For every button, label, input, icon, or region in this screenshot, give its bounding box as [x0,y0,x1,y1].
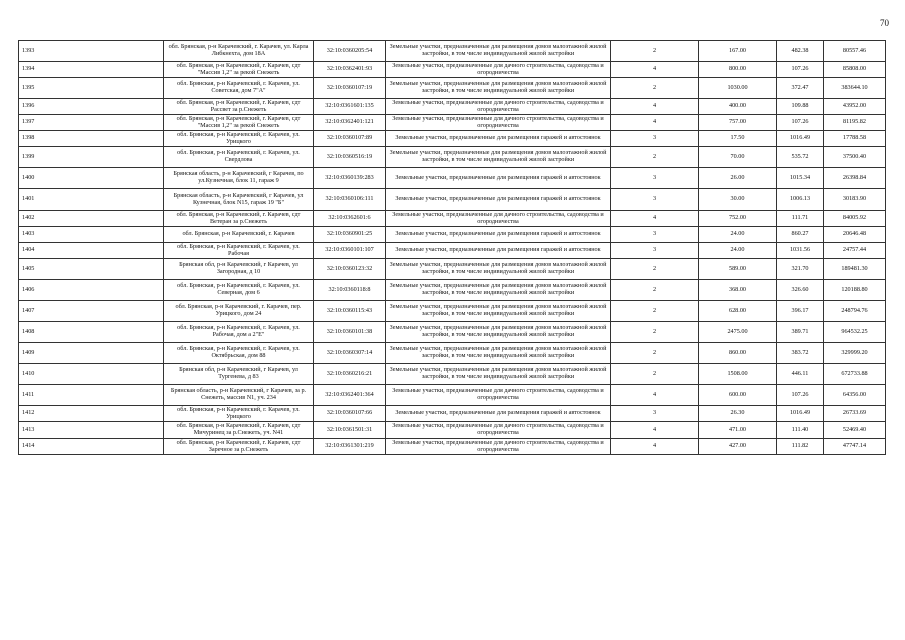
cell-cadastral: 32:10:0360901:25 [314,227,386,243]
cell-cadastral: 32:10:0360123:32 [314,259,386,280]
cell-cadastral: 32:10:0360107:89 [314,131,386,147]
cell-value: 20646.48 [824,227,886,243]
cell-rate: 389.71 [777,322,824,343]
cell-rate: 372.47 [777,78,824,99]
cell-rate: 535.72 [777,147,824,168]
cell-group: 2 [611,343,699,364]
cell-address: обл. Брянская, р-н Карачевский, г. Карачев, сдт Ветеран за р.Снежеть [164,211,314,227]
cell-num: 1408 [19,322,164,343]
table-row [19,99,886,115]
cell-use: Земельные участки, предназначенные для размещения домов малоэтажной жилой застройки, в том числе индивидуальной жилой застройки [386,147,611,168]
cell-rate: 482.38 [777,41,824,62]
table-row [19,41,886,62]
cell-area: 24.00 [699,227,777,243]
cell-value: 17788.58 [824,131,886,147]
cell-num: 1395 [19,78,164,99]
cell-use: Земельные участки, предназначенные для размещения домов малоэтажной жилой застройки, в том числе индивидуальной жилой застройки [386,322,611,343]
cell-address: обл. Брянская, р-н Карачевский, г. Карачев, ул. Октябрьская, дом 88 [164,343,314,364]
cell-group: 4 [611,439,699,455]
cell-group: 3 [611,406,699,422]
cell-num: 1407 [19,301,164,322]
cell-address: обл. Брянская, р-н Карачевский, г. Карачев [164,227,314,243]
cell-rate: 1016.49 [777,131,824,147]
cell-value: 120188.80 [824,280,886,301]
cell-area: 589.00 [699,259,777,280]
cell-rate: 107.26 [777,385,824,406]
cell-rate: 111.71 [777,211,824,227]
cell-cadastral: 32:10:0360139:283 [314,168,386,189]
cell-num: 1410 [19,364,164,385]
cell-rate: 860.27 [777,227,824,243]
cell-area: 427.00 [699,439,777,455]
cell-address: обл. Брянская, р-н Карачевский, г. Карачев, ул. Урицкого [164,406,314,422]
cell-address: Брянская область, р-н Карачевский, г Карачев, по ул.Кузнечная, блок 11, гараж 9 [164,168,314,189]
cell-use: Земельные участки, предназначенные для дачного строительства, садоводства и огородничества [386,422,611,439]
cell-rate: 326.60 [777,280,824,301]
cell-group: 4 [611,99,699,115]
cadastral-value-table [18,40,886,455]
cell-value: 248794.76 [824,301,886,322]
cell-num: 1399 [19,147,164,168]
cell-group: 4 [611,422,699,439]
cell-area: 400.00 [699,99,777,115]
cell-use: Земельные участки, предназначенные для размещения домов малоэтажной жилой застройки, в том числе индивидуальной жилой застройки [386,259,611,280]
cell-group: 2 [611,322,699,343]
cell-value: 189481.30 [824,259,886,280]
cell-group: 3 [611,168,699,189]
cell-address: Брянская область, р-н Карачевский, г Карачев, за р. Снежеть, массив N1, уч. 234 [164,385,314,406]
cell-group: 3 [611,131,699,147]
cell-cadastral: 32:10:0361601:135 [314,99,386,115]
table-row [19,259,886,280]
cell-value: 85808.00 [824,62,886,78]
cell-address: обл. Брянская, р-н Карачевский, г. Карачев, сдт "Массив 1,2" за рекой Снежеть [164,115,314,131]
cell-group: 2 [611,280,699,301]
cell-use: Земельные участки, предназначенные для размещения домов малоэтажной жилой застройки, в том числе индивидуальной жилой застройки [386,301,611,322]
cell-group: 2 [611,301,699,322]
cell-value: 47747.14 [824,439,886,455]
cell-area: 600.00 [699,385,777,406]
cell-cadastral: 32:10:0360101:107 [314,243,386,259]
table-row [19,115,886,131]
cell-cadastral: 32:10:0360107:66 [314,406,386,422]
cell-rate: 446.11 [777,364,824,385]
cell-num: 1405 [19,259,164,280]
cell-num: 1397 [19,115,164,131]
table-row [19,131,886,147]
cell-value: 52469.40 [824,422,886,439]
table-row [19,301,886,322]
cell-address: обл. Брянская, р-н Карачевский, г. Карачев, ул. Карла Либкнехта, дом 18А [164,41,314,62]
cell-rate: 107.26 [777,62,824,78]
cell-address: Брянская обл, р-н Карачевский, г Карачев, ул Тургенева, д 83 [164,364,314,385]
cell-use: Земельные участки, предназначенные для размещения гаражей и автостоянок [386,406,611,422]
cell-use: Земельные участки, предназначенные для размещения гаражей и автостоянок [386,168,611,189]
cell-address: Брянская обл, р-н Карачевский, г Карачев, ул Загородная, д 10 [164,259,314,280]
cell-num: 1409 [19,343,164,364]
cell-use: Земельные участки, предназначенные для размещения гаражей и автостоянок [386,131,611,147]
cell-group: 2 [611,147,699,168]
table-row [19,147,886,168]
cell-num: 1401 [19,189,164,211]
table-row [19,343,886,364]
cell-area: 26.00 [699,168,777,189]
cell-group: 4 [611,62,699,78]
cell-value: 383644.10 [824,78,886,99]
cell-group: 2 [611,364,699,385]
cell-rate: 321.70 [777,259,824,280]
cell-rate: 109.88 [777,99,824,115]
cell-address: обл. Брянская, р-н Карачевский, г. Карачев, ул. Рабочая [164,243,314,259]
cell-num: 1398 [19,131,164,147]
cell-num: 1413 [19,422,164,439]
cell-area: 30.00 [699,189,777,211]
table-row [19,168,886,189]
cell-area: 24.00 [699,243,777,259]
cell-num: 1400 [19,168,164,189]
cell-area: 1508.00 [699,364,777,385]
cell-cadastral: 32:10:0362401:364 [314,385,386,406]
table-row [19,406,886,422]
cell-area: 26.30 [699,406,777,422]
cell-area: 471.00 [699,422,777,439]
cell-cadastral: 32:10:0360307:14 [314,343,386,364]
cell-address: обл. Брянская, р-н Карачевский, г. Карачев, ул. Урицкого [164,131,314,147]
cell-address: обл. Брянская, р-н Карачевский, г. Карачев, ул. Рабочая, дом а 2"Е" [164,322,314,343]
cell-group: 4 [611,385,699,406]
cell-use: Земельные участки, предназначенные для размещения домов малоэтажной жилой застройки, в том числе индивидуальной жилой застройки [386,41,611,62]
cell-address: обл. Брянская, р-н Карачевский, г. Карачев, сдт Заречное за р.Снежеть [164,439,314,455]
cell-value: 37500.40 [824,147,886,168]
cell-value: 64356.00 [824,385,886,406]
cell-num: 1414 [19,439,164,455]
cell-num: 1411 [19,385,164,406]
table-row [19,243,886,259]
cell-value: 329999.20 [824,343,886,364]
cell-value: 43952.00 [824,99,886,115]
cell-address: обл. Брянская, р-н Карачевский, г. Карачев, ул. Советская, дом 7"А" [164,78,314,99]
cell-cadastral: 32:10:0360101:38 [314,322,386,343]
cell-use: Земельные участки, предназначенные для размещения домов малоэтажной жилой застройки, в том числе индивидуальной жилой застройки [386,364,611,385]
cell-use: Земельные участки, предназначенные для размещения домов малоэтажной жилой застройки, в том числе индивидуальной жилой застройки [386,343,611,364]
cell-use: Земельные участки, предназначенные для дачного строительства, садоводства и огородничества [386,115,611,131]
cell-value: 80557.46 [824,41,886,62]
cell-area: 1030.00 [699,78,777,99]
cell-area: 860.00 [699,343,777,364]
table-row [19,211,886,227]
cell-value: 26733.69 [824,406,886,422]
cell-group: 4 [611,211,699,227]
cell-rate: 111.82 [777,439,824,455]
cell-rate: 1015.34 [777,168,824,189]
table-row [19,364,886,385]
cell-cadastral: 32:10:0360107:19 [314,78,386,99]
cell-address: Брянская область, р-н Карачевский, г Карачев, ул Кузнечная, блок N15, гараж 19 "Б" [164,189,314,211]
cell-use: Земельные участки, предназначенные для дачного строительства, садоводства и огородничества [386,385,611,406]
cell-area: 368.00 [699,280,777,301]
cell-group: 2 [611,41,699,62]
cell-cadastral: 32:10:0360118:8 [314,280,386,301]
cell-address: обл. Брянская, р-н Карачевский, г. Карачев, пер. Урицкого, дом 24 [164,301,314,322]
cell-area: 70.00 [699,147,777,168]
cell-area: 628.00 [699,301,777,322]
cell-group: 2 [611,78,699,99]
cell-group: 3 [611,243,699,259]
cell-value: 26398.84 [824,168,886,189]
cell-cadastral: 32:10:0362401:121 [314,115,386,131]
cell-value: 964532.25 [824,322,886,343]
table-row [19,78,886,99]
table-row [19,322,886,343]
cell-cadastral: 32:10:0362401:93 [314,62,386,78]
table-row [19,62,886,78]
cell-use: Земельные участки, предназначенные для размещения домов малоэтажной жилой застройки, в том числе индивидуальной жилой застройки [386,280,611,301]
cell-num: 1394 [19,62,164,78]
cell-use: Земельные участки, предназначенные для дачного строительства, садоводства и огородничества [386,211,611,227]
cell-cadastral: 32:10:0360205:54 [314,41,386,62]
cell-num: 1404 [19,243,164,259]
cell-value: 672733.88 [824,364,886,385]
cell-value: 24757.44 [824,243,886,259]
cell-use: Земельные участки, предназначенные для размещения гаражей и автостоянок [386,243,611,259]
cell-cadastral: 32:10:0360115:43 [314,301,386,322]
cell-use: Земельные участки, предназначенные для размещения гаражей и автостоянок [386,227,611,243]
cell-use: Земельные участки, предназначенные для дачного строительства, садоводства и огородничества [386,439,611,455]
cell-value: 84005.92 [824,211,886,227]
cell-value: 81195.82 [824,115,886,131]
cell-num: 1402 [19,211,164,227]
page-number: 70 [880,18,889,28]
table-row [19,439,886,455]
cell-num: 1396 [19,99,164,115]
cell-use: Земельные участки, предназначенные для размещения домов малоэтажной жилой застройки, в том числе индивидуальной жилой застройки [386,78,611,99]
table-row [19,189,886,211]
cell-cadastral: 32:10:0362601:6 [314,211,386,227]
cell-area: 757.00 [699,115,777,131]
cell-group: 3 [611,189,699,211]
cell-cadastral: 32:10:0360216:21 [314,364,386,385]
cell-rate: 1031.56 [777,243,824,259]
cell-num: 1403 [19,227,164,243]
cell-rate: 396.17 [777,301,824,322]
cell-address: обл. Брянская, р-н Карачевский, г. Карачев, сдт Рассвет за р.Снежеть [164,99,314,115]
cell-address: обл. Брянская, р-н Карачевский, г. Карачев, сдт Мичуринец за р.Снежеть, уч. N41 [164,422,314,439]
cell-area: 167.00 [699,41,777,62]
cell-area: 800.00 [699,62,777,78]
cell-address: обл. Брянская, р-н Карачевский, г. Карачев, ул. Северная, дом 6 [164,280,314,301]
cell-address: обл. Брянская, р-н Карачевский, г. Карачев, ул. Свердлова [164,147,314,168]
table-row [19,385,886,406]
table-row [19,280,886,301]
cell-cadastral: 32:10:0360106:111 [314,189,386,211]
cell-rate: 107.26 [777,115,824,131]
cell-group: 2 [611,259,699,280]
table-row [19,227,886,243]
cell-group: 3 [611,227,699,243]
cell-rate: 111.40 [777,422,824,439]
cell-value: 30183.90 [824,189,886,211]
cell-num: 1393 [19,41,164,62]
cell-group: 4 [611,115,699,131]
cell-area: 2475.00 [699,322,777,343]
table-row [19,422,886,439]
cell-num: 1406 [19,280,164,301]
cell-cadastral: 32:10:0361501:31 [314,422,386,439]
cell-rate: 383.72 [777,343,824,364]
cell-use: Земельные участки, предназначенные для дачного строительства, садоводства и огородничества [386,62,611,78]
cell-area: 17.50 [699,131,777,147]
cell-area: 752.00 [699,211,777,227]
cell-use: Земельные участки, предназначенные для размещения гаражей и автостоянок [386,189,611,211]
cell-use: Земельные участки, предназначенные для дачного строительства, садоводства и огородничества [386,99,611,115]
cell-rate: 1016.49 [777,406,824,422]
cell-rate: 1006.13 [777,189,824,211]
cell-cadastral: 32:10:0361301:219 [314,439,386,455]
cell-cadastral: 32:10:0360516:19 [314,147,386,168]
cell-address: обл. Брянская, р-н Карачевский, г. Карачев, сдт "Массив 1,2" за рекой Снежеть [164,62,314,78]
cell-num: 1412 [19,406,164,422]
